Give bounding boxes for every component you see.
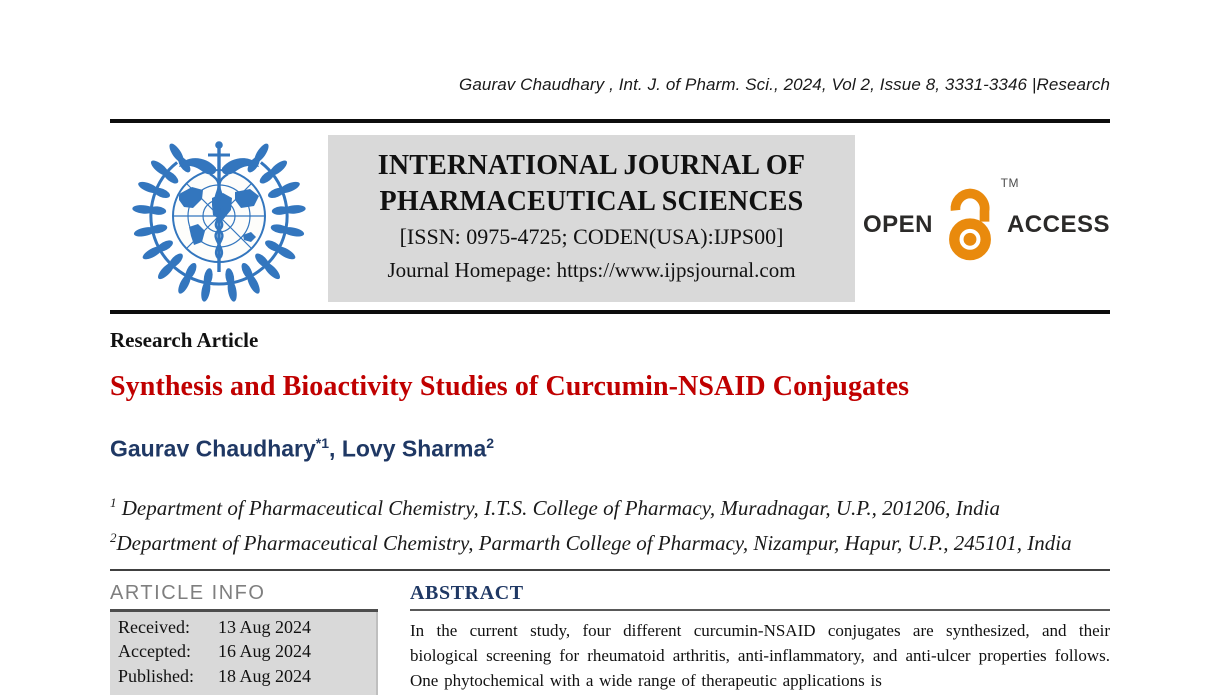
article-title: Synthesis and Bioactivity Studies of Curcumin-NSAID Conjugates (110, 371, 910, 402)
abstract-column (410, 580, 1110, 695)
masthead (110, 134, 1110, 302)
who-caduceus-globe-icon (119, 132, 319, 304)
authors-line (110, 428, 1110, 464)
published-date: 18 Aug 2024 (218, 665, 312, 686)
published-label: Published: (118, 665, 195, 686)
affiliations-block (110, 488, 1110, 558)
article-info-box (110, 612, 378, 695)
received-date: 13 Aug 2024 (218, 616, 312, 637)
accepted-label: Accepted: (118, 641, 191, 662)
journal-masthead-box (328, 135, 855, 302)
affiliation-2-superscript: 2 (110, 529, 117, 545)
affiliation-1-superscript: 1 (110, 494, 117, 510)
info-row-received (118, 615, 376, 640)
info-abstract-section (110, 580, 1110, 695)
affiliation-2-text: Department of Pharmaceutical Chemistry, Parmarth College of Pharmacy, Nizampur, Hapur, U.P., 245101, India (116, 530, 1072, 555)
affiliation-1-text: Department of Pharmaceutical Chemistry, I.T.S. College of Pharmacy, Muradnagar, U.P., 201206, India (116, 495, 1000, 520)
journal-homepage-line (328, 254, 855, 286)
affiliation-1 (110, 496, 1000, 520)
journal-issn-coden: [ISSN: 0975-4725; CODEN(USA):IJPS00] (399, 223, 784, 249)
column-gap (378, 580, 410, 695)
journal-homepage-link[interactable]: https://www.ijpsjournal.com (556, 257, 796, 282)
author-2-name: Lovy Sharma (341, 435, 487, 462)
open-access-access-label: ACCESS (1006, 211, 1110, 238)
received-label: Received: (118, 616, 190, 637)
journal-name-line2: PHARMACEUTICAL SCIENCES (379, 185, 804, 217)
article-info-heading: ARTICLE INFO (110, 581, 266, 604)
open-lock-icon (941, 176, 1019, 262)
trademark-label: TM (1000, 176, 1019, 190)
accepted-date: 16 Aug 2024 (218, 641, 312, 662)
journal-name-line1: INTERNATIONAL JOURNAL OF (377, 149, 806, 181)
masthead-bottom-rule (110, 310, 1110, 314)
abstract-rule (410, 609, 1110, 611)
affiliation-2 (110, 531, 1072, 555)
author-separator: , (329, 435, 342, 462)
abstract-text: In the current study, four different curcumin-NSAID conjugates are synthesized, and their biological screening for rheumatoid arthritis, anti-inflammatory, and anti-ulcer properties follows. One phytochemical with a wide range of therapeutic applications is (410, 620, 1110, 690)
info-row-published (118, 664, 376, 689)
open-access-open-label: OPEN (862, 211, 933, 238)
top-separator-rule (110, 119, 1110, 123)
author-1-superscript: *1 (315, 435, 330, 451)
open-access-logo (855, 174, 1110, 262)
article-type-label: Research Article (110, 328, 259, 352)
section-separator-rule (110, 569, 1110, 571)
running-head: Gaurav Chaudhary , Int. J. of Pharm. Sci., 2024, Vol 2, Issue 8, 3331-3346 |Research (459, 75, 1110, 94)
author-1-name: Gaurav Chaudhary (110, 435, 316, 462)
author-2-superscript: 2 (486, 435, 495, 451)
journal-homepage-label: Journal Homepage: (387, 257, 557, 282)
article-info-column (110, 580, 378, 695)
journal-logo (110, 132, 328, 304)
abstract-heading: ABSTRACT (410, 581, 524, 604)
info-row-accepted (118, 639, 376, 664)
